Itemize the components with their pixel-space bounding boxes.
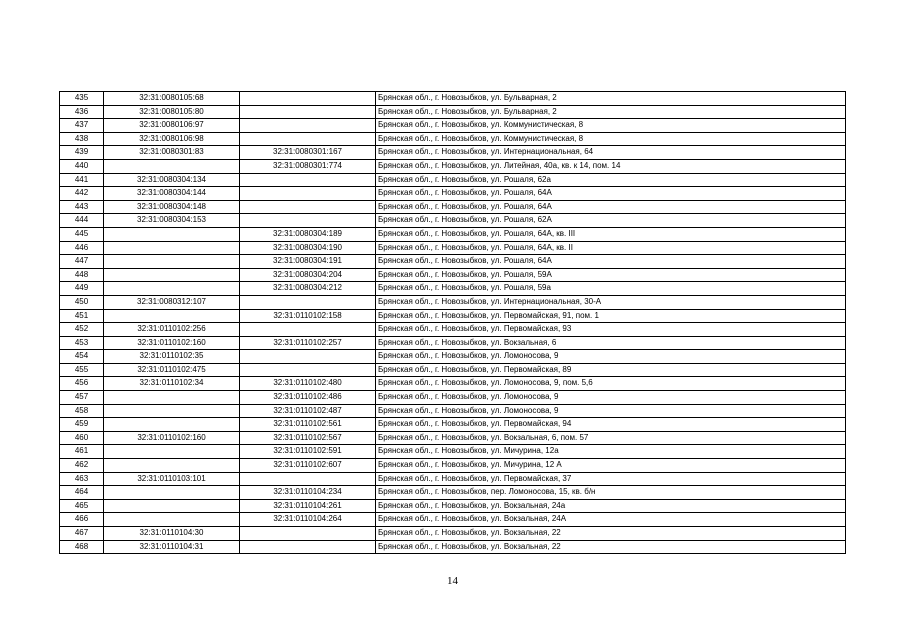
row-number-cell: 438 [60,132,104,146]
address-cell: Брянская обл., г. Новозыбков, ул. Бульварная, 2 [376,92,846,106]
row-number-cell: 451 [60,309,104,323]
object-cadastral-number-cell: 32:31:0080301:167 [240,146,376,160]
address-cell: Брянская обл., г. Новозыбков, ул. Вокзальная, 22 [376,527,846,541]
object-cadastral-number-cell [240,200,376,214]
object-cadastral-number-cell: 32:31:0110104:234 [240,486,376,500]
address-cell: Брянская обл., г. Новозыбков, ул. Рошаля, 64А [376,255,846,269]
object-cadastral-number-cell: 32:31:0110102:607 [240,459,376,473]
object-cadastral-number-cell: 32:31:0080301:774 [240,159,376,173]
row-number-cell: 466 [60,513,104,527]
row-number-cell: 436 [60,105,104,119]
row-number-cell: 461 [60,445,104,459]
table-row [60,418,846,432]
page-number: 14 [447,575,458,587]
table-row [60,146,846,160]
address-cell: Брянская обл., г. Новозыбков, ул. Первомайская, 37 [376,472,846,486]
object-cadastral-number-cell: 32:31:0080304:189 [240,227,376,241]
row-number-cell: 464 [60,486,104,500]
land-cadastral-number-cell: 32:31:0080312:107 [104,295,240,309]
row-number-cell: 460 [60,431,104,445]
land-cadastral-number-cell [104,459,240,473]
object-cadastral-number-cell [240,132,376,146]
address-cell: Брянская обл., г. Новозыбков, ул. Мичурина, 12 А [376,459,846,473]
land-cadastral-number-cell [104,241,240,255]
land-cadastral-number-cell [104,418,240,432]
land-cadastral-number-cell [104,391,240,405]
land-cadastral-number-cell: 32:31:0110102:160 [104,431,240,445]
table-row [60,295,846,309]
object-cadastral-number-cell: 32:31:0110102:158 [240,309,376,323]
object-cadastral-number-cell: 32:31:0080304:190 [240,241,376,255]
address-cell: Брянская обл., г. Новозыбков, ул. Бульварная, 2 [376,105,846,119]
object-cadastral-number-cell [240,173,376,187]
table-row [60,350,846,364]
address-cell: Брянская обл., г. Новозыбков, ул. Рошаля, 59А [376,268,846,282]
address-cell: Брянская обл., г. Новозыбков, ул. Рошаля, 64А, кв. II [376,241,846,255]
address-cell: Брянская обл., г. Новозыбков, ул. Рошаля, 64А [376,187,846,201]
row-number-cell: 468 [60,540,104,554]
object-cadastral-number-cell [240,540,376,554]
object-cadastral-number-cell: 32:31:0110102:257 [240,336,376,350]
table-row [60,119,846,133]
object-cadastral-number-cell: 32:31:0110102:561 [240,418,376,432]
address-cell: Брянская обл., г. Новозыбков, ул. Рошаля, 62а [376,173,846,187]
land-cadastral-number-cell: 32:31:0080105:80 [104,105,240,119]
object-cadastral-number-cell [240,295,376,309]
address-cell: Брянская обл., г. Новозыбков, ул. Первомайская, 91, пом. 1 [376,309,846,323]
land-cadastral-number-cell [104,255,240,269]
address-cell: Брянская обл., г. Новозыбков, ул. Вокзальная, 24А [376,513,846,527]
address-cell: Брянская обл., г. Новозыбков, ул. Литейная, 40а, кв. к 14, пом. 14 [376,159,846,173]
object-cadastral-number-cell [240,214,376,228]
address-cell: Брянская обл., г. Новозыбков, ул. Вокзальная, 24а [376,499,846,513]
row-number-cell: 449 [60,282,104,296]
table-row [60,513,846,527]
object-cadastral-number-cell: 32:31:0080304:212 [240,282,376,296]
object-cadastral-number-cell: 32:31:0110104:264 [240,513,376,527]
land-cadastral-number-cell: 32:31:0110102:160 [104,336,240,350]
row-number-cell: 443 [60,200,104,214]
address-cell: Брянская обл., г. Новозыбков, ул. Первомайская, 94 [376,418,846,432]
row-number-cell: 445 [60,227,104,241]
land-cadastral-number-cell: 32:31:0080301:83 [104,146,240,160]
row-number-cell: 440 [60,159,104,173]
row-number-cell: 437 [60,119,104,133]
address-cell: Брянская обл., г. Новозыбков, ул. Вокзальная, 22 [376,540,846,554]
land-cadastral-number-cell: 32:31:0080304:153 [104,214,240,228]
object-cadastral-number-cell [240,350,376,364]
land-cadastral-number-cell: 32:31:0110102:256 [104,323,240,337]
address-cell: Брянская обл., г. Новозыбков, ул. Вокзальная, 6 [376,336,846,350]
row-number-cell: 441 [60,173,104,187]
table-row [60,486,846,500]
land-cadastral-number-cell [104,309,240,323]
table-row [60,459,846,473]
address-cell: Брянская обл., г. Новозыбков, ул. Ломоносова, 9 [376,404,846,418]
table-row [60,187,846,201]
row-number-cell: 465 [60,499,104,513]
row-number-cell: 454 [60,350,104,364]
address-cell: Брянская обл., г. Новозыбков, ул. Рошаля, 59а [376,282,846,296]
land-cadastral-number-cell [104,282,240,296]
address-cell: Брянская обл., г. Новозыбков, ул. Ломоносова, 9, пом. 5,6 [376,377,846,391]
land-cadastral-number-cell [104,486,240,500]
table-row [60,309,846,323]
address-cell: Брянская обл., г. Новозыбков, ул. Рошаля, 62А [376,214,846,228]
object-cadastral-number-cell [240,472,376,486]
address-cell: Брянская обл., г. Новозыбков, ул. Коммунистическая, 8 [376,132,846,146]
address-cell: Брянская обл., г. Новозыбков, ул. Рошаля, 64А [376,200,846,214]
address-cell: Брянская обл., г. Новозыбков, ул. Вокзальная, 6, пом. 57 [376,431,846,445]
table-row [60,377,846,391]
row-number-cell: 459 [60,418,104,432]
table-row [60,282,846,296]
object-cadastral-number-cell: 32:31:0110102:487 [240,404,376,418]
land-cadastral-number-cell: 32:31:0110103:101 [104,472,240,486]
row-number-cell: 444 [60,214,104,228]
land-cadastral-number-cell: 32:31:0110102:475 [104,363,240,377]
land-cadastral-number-cell: 32:31:0080106:97 [104,119,240,133]
object-cadastral-number-cell: 32:31:0110102:480 [240,377,376,391]
address-cell: Брянская обл., г. Новозыбков, ул. Первомайская, 89 [376,363,846,377]
land-cadastral-number-cell [104,445,240,459]
row-number-cell: 458 [60,404,104,418]
table-row [60,173,846,187]
land-cadastral-number-cell: 32:31:0080106:98 [104,132,240,146]
land-cadastral-number-cell: 32:31:0080304:144 [104,187,240,201]
table-row [60,92,846,106]
land-cadastral-number-cell [104,404,240,418]
land-cadastral-number-cell [104,499,240,513]
table-row [60,404,846,418]
land-cadastral-number-cell: 32:31:0080105:68 [104,92,240,106]
table-row [60,132,846,146]
land-cadastral-number-cell: 32:31:0080304:134 [104,173,240,187]
row-number-cell: 435 [60,92,104,106]
object-cadastral-number-cell: 32:31:0110102:486 [240,391,376,405]
row-number-cell: 457 [60,391,104,405]
land-cadastral-number-cell [104,227,240,241]
object-cadastral-number-cell: 32:31:0110102:591 [240,445,376,459]
table-row [60,255,846,269]
row-number-cell: 455 [60,363,104,377]
land-cadastral-number-cell: 32:31:0110102:35 [104,350,240,364]
land-cadastral-number-cell [104,159,240,173]
object-cadastral-number-cell: 32:31:0110102:567 [240,431,376,445]
table-row [60,268,846,282]
land-cadastral-number-cell: 32:31:0080304:148 [104,200,240,214]
address-cell: Брянская обл., г. Новозыбков, ул. Рошаля, 64А, кв. III [376,227,846,241]
object-cadastral-number-cell: 32:31:0080304:204 [240,268,376,282]
address-cell: Брянская обл., г. Новозыбков, ул. Интернациональная, 30-А [376,295,846,309]
row-number-cell: 442 [60,187,104,201]
object-cadastral-number-cell [240,527,376,541]
object-cadastral-number-cell [240,105,376,119]
object-cadastral-number-cell [240,187,376,201]
object-cadastral-number-cell: 32:31:0080304:191 [240,255,376,269]
address-cell: Брянская обл., г. Новозыбков, ул. Мичурина, 12а [376,445,846,459]
property-table [59,91,846,554]
table-body [60,92,846,554]
table-row [60,214,846,228]
land-cadastral-number-cell [104,268,240,282]
table-row [60,336,846,350]
row-number-cell: 467 [60,527,104,541]
land-cadastral-number-cell [104,513,240,527]
land-cadastral-number-cell: 32:31:0110104:30 [104,527,240,541]
table-row [60,241,846,255]
table-row [60,391,846,405]
table-row [60,159,846,173]
address-cell: Брянская обл., г. Новозыбков, ул. Коммунистическая, 8 [376,119,846,133]
table-row [60,540,846,554]
land-cadastral-number-cell: 32:31:0110104:31 [104,540,240,554]
table-row [60,527,846,541]
object-cadastral-number-cell [240,119,376,133]
row-number-cell: 447 [60,255,104,269]
address-cell: Брянская обл., г. Новозыбков, ул. Ломоносова, 9 [376,391,846,405]
land-cadastral-number-cell: 32:31:0110102:34 [104,377,240,391]
row-number-cell: 456 [60,377,104,391]
row-number-cell: 463 [60,472,104,486]
address-cell: Брянская обл., г. Новозыбков, пер. Ломоносова, 15, кв. б/н [376,486,846,500]
row-number-cell: 452 [60,323,104,337]
object-cadastral-number-cell [240,92,376,106]
row-number-cell: 446 [60,241,104,255]
row-number-cell: 450 [60,295,104,309]
object-cadastral-number-cell [240,323,376,337]
row-number-cell: 453 [60,336,104,350]
table-row [60,472,846,486]
address-cell: Брянская обл., г. Новозыбков, ул. Первомайская, 93 [376,323,846,337]
address-cell: Брянская обл., г. Новозыбков, ул. Интернациональная, 64 [376,146,846,160]
table-row [60,363,846,377]
table-row [60,227,846,241]
table-row [60,323,846,337]
row-number-cell: 448 [60,268,104,282]
row-number-cell: 439 [60,146,104,160]
object-cadastral-number-cell [240,363,376,377]
row-number-cell: 462 [60,459,104,473]
table-row [60,431,846,445]
table-row [60,499,846,513]
object-cadastral-number-cell: 32:31:0110104:261 [240,499,376,513]
address-cell: Брянская обл., г. Новозыбков, ул. Ломоносова, 9 [376,350,846,364]
table-row [60,445,846,459]
table-row [60,105,846,119]
table-row [60,200,846,214]
